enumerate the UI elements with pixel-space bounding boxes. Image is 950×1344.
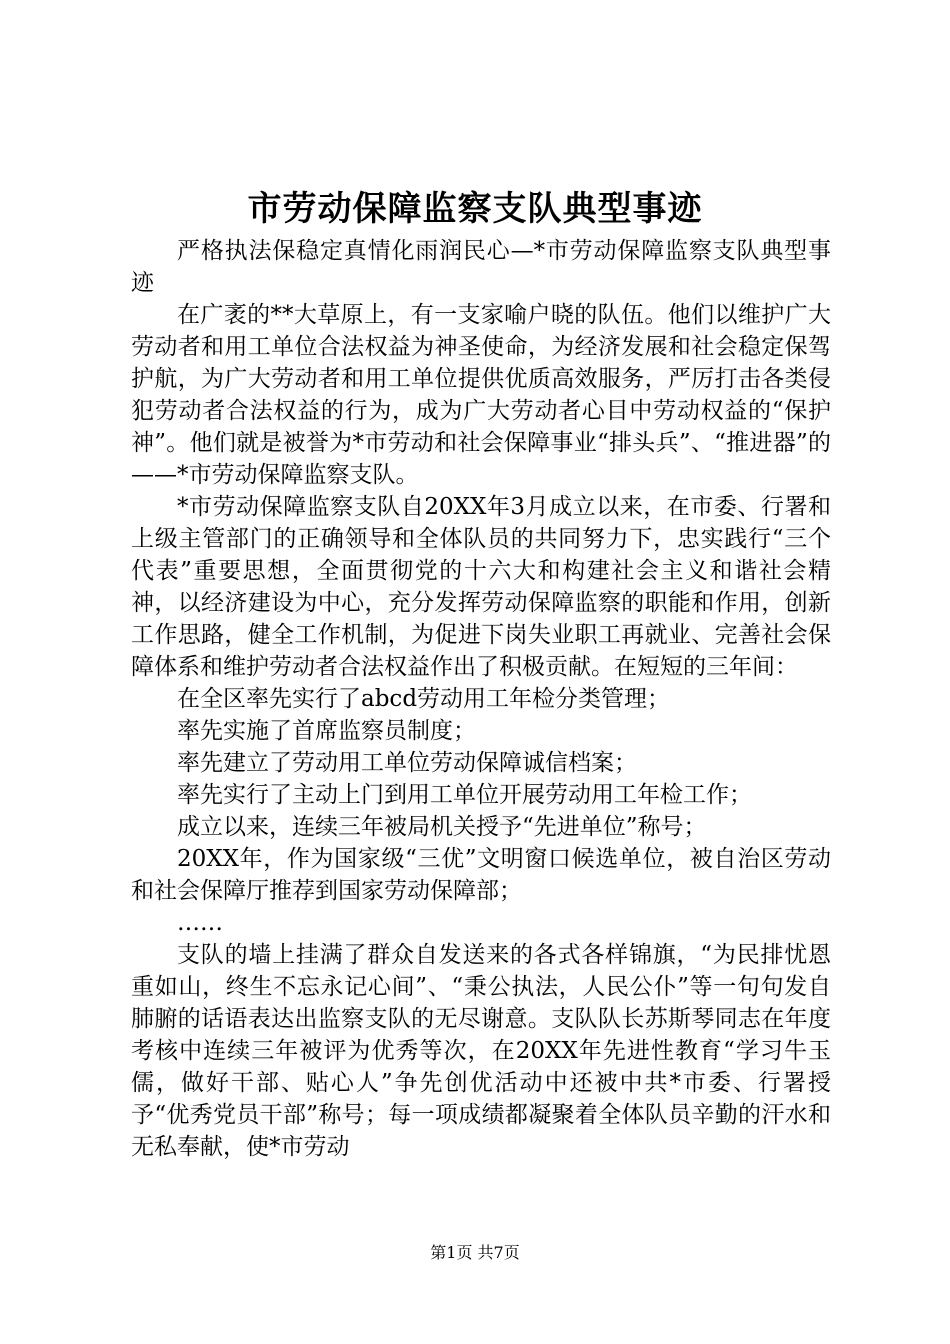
achievement-item: 在全区率先实行了abcd劳动用工年检分类管理； bbox=[177, 686, 671, 712]
achievement-item: 率先实行了主动上门到用工单位开展劳动用工年检工作； bbox=[177, 782, 752, 808]
document-title: 市劳动保障监察支队典型事迹 bbox=[247, 189, 703, 229]
page-number-footer: 第1页 共7页 bbox=[430, 1243, 520, 1262]
body-paragraph: *市劳动保障监察支队自20XX年3月成立以来，在市委、行署和上级主管部门的正确领导和全体队员的共同努力下，忠实践行“三个代表”重要思想，全面贯彻党的十六大和构建社会主义和谐社会精神，以经济建设为中心，充分发挥劳动保障监察的职能和作用，创新工作思路，健全工作机制，为促进下岗失业职工再就业、完善社会保障体系和维护劳动者合法权益作出了积极贡献。在短短的三年间： bbox=[131, 494, 831, 680]
ellipsis-line: …… bbox=[177, 910, 223, 936]
body-paragraph: 在广袤的**大草原上，有一支家喻户晓的队伍。他们以维护广大劳动者和用工单位合法权益为神圣使命，为经济发展和社会稳定保驾护航，为广大劳动者和用工单位提供优质高效服务，严厉打击各类侵犯劳动者合法权益的行为，成为广大劳动者心目中劳动权益的“保护神”。他们就是被誉为*市劳动和社会保障事业“排头兵”、“推进器”的——*市劳动保障监察支队。 bbox=[131, 302, 831, 488]
body-paragraph: 支队的墙上挂满了群众自发送来的各式各样锦旗，“为民排忧恩重如山，终生不忘永记心间”、“秉公执法，人民公仆”等一句句发自肺腑的话语表达出监察支队的无尽谢意。支队队长苏斯琴同志在年度考核中连续三年被评为优秀等次，在20XX年先进性教育“学习牛玉儒，做好干部、贴心人”争先创优活动中还被中共*市委、行署授予“优秀党员干部”称号；每一项成绩都凝聚着全体队员辛勤的汗水和无私奉献，使*市劳动 bbox=[131, 942, 831, 1160]
subtitle-paragraph: 严格执法保稳定真情化雨润民心—*市劳动保障监察支队典型事迹 bbox=[131, 238, 831, 296]
achievement-item: 成立以来，连续三年被局机关授予“先进单位”称号； bbox=[177, 814, 707, 840]
document-body bbox=[131, 235, 831, 1163]
achievement-item: 率先建立了劳动用工单位劳动保障诚信档案； bbox=[177, 750, 637, 776]
achievement-item: 率先实施了首席监察员制度； bbox=[177, 718, 476, 744]
achievement-item: 20XX年，作为国家级“三优”文明窗口候选单位，被自治区劳动和社会保障厅推荐到国家劳动保障部； bbox=[131, 846, 831, 904]
